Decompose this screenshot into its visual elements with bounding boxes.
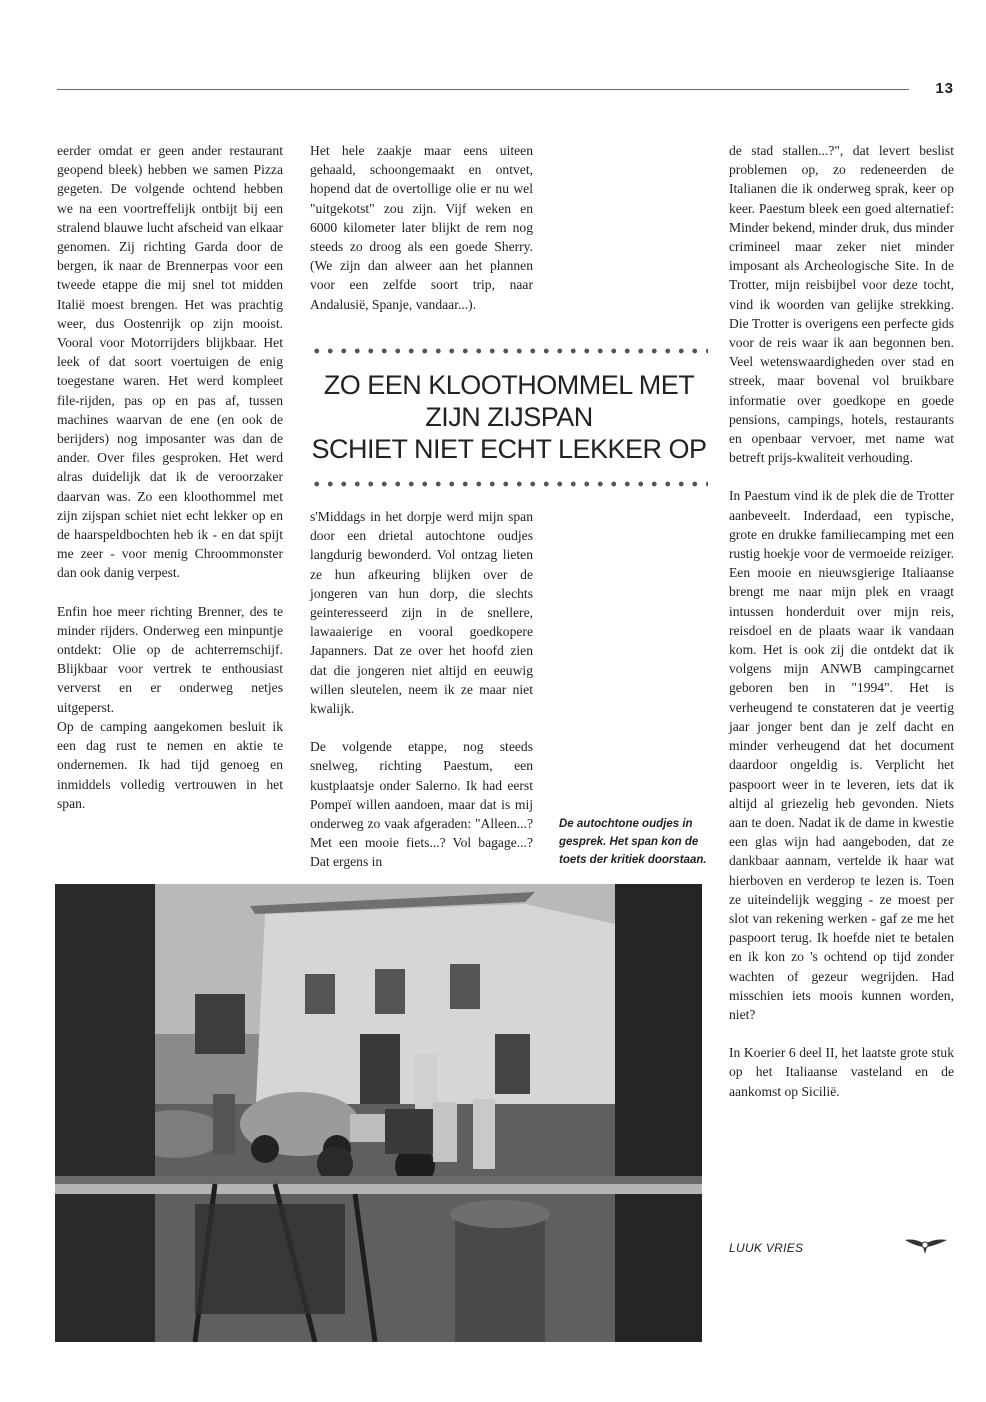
- paragraph: Het hele zaakje maar eens uiteen gehaald, schoongemaakt en ontvet, hopend dat de overtollige olie er nu wel "uitgekotst" zou zijn. Vijf weken en 6000 kilometer later blijkt de rem nog steeds zo droog als een goede Sherry. (We zijn dan alweer aan het plannen voor een zelfde soort trip, naar Andalusië, Spanje, vandaar...).: [310, 143, 533, 312]
- winged-logo-icon: [903, 1236, 949, 1256]
- pull-quote-line: ZO EEN KLOOTHOMMEL MET: [323, 370, 695, 400]
- paragraph: de stad stallen...?", dat levert beslist problemen op, zo redeneerden de Italianen die ik onderweg sprak, keer op keer. Paestum bleek een goed alternatief: Minder bekend, minder druk, dus minder crimineel maar zeker niet minder imposant als Archeologische Site. In de Trotter, mijn reisbijbel voor deze tocht, vind ik woorden van gelijke strekking. Die Trotter is overigens een perfecte gids voor de reis waar ik aan begonnen ben. Veel wetenswaardigheden over stad en streek, maar bovenal vol bruikbare informatie over goedkope en goede pensions, campings, hotels, restaurants en openbaar vervoer, met name wat betreft prijs-kwaliteit verhouding.: [729, 143, 954, 466]
- caption-line: De autochtone oudjes in: [559, 818, 693, 830]
- article-column-2-bottom: [310, 507, 533, 872]
- caption-line: toets der kritiek doorstaan.: [559, 854, 707, 866]
- article-column-3: [729, 141, 954, 1101]
- paragraph: s'Middags in het dorpje werd mijn span door een drietal autochtone oudjes langdurig bewonderd. Vol ontzag lieten ze hun afkeuring blijken over de jongeren van hun dorp, die slechts geinteresseerd zijn in de snellere, lawaaierige en vooral goedkopere Japanners. Dat ze over het hoofd zien dat die jongeren niet altijd en eeuwig willen sleutelen, neem ik ze maar niet kwalijk.: [310, 509, 533, 717]
- article-column-2-top: [310, 141, 533, 314]
- header-rule: [57, 89, 909, 90]
- pull-quote: [310, 346, 708, 489]
- caption-line: gesprek. Het span kon de: [559, 836, 699, 848]
- paragraph: Op de camping aangekomen besluit ik een dag rust te nemen en aktie te ondernemen. Ik had tijd genoeg en inmiddels volledig vertrouwen in het span.: [57, 718, 283, 811]
- paragraph: De volgende etappe, nog steeds snelweg, richting Paestum, een kustplaatsje onder Salerno. Ik had eerst Pompeï willen aandoen, maar dat is mij onderweg zo vaak afgeraden: "Alleen...? Met een mooie fiets...? Vol bagage...? Dat ergens in: [310, 739, 533, 870]
- pull-quote-text: [310, 369, 708, 465]
- paragraph: In Koerier 6 deel II, het laatste grote stuk op het Italiaanse vasteland en de aankomst op Sicilië.: [729, 1045, 954, 1099]
- page-number: 13: [935, 80, 954, 97]
- paragraph: In Paestum vind ik de plek die de Trotter aanbeveelt. Inderdaad, een typische, grote en drukke familiecamping met een rustig hoekje voor de vermoeide reiziger. Een mooie en nieuwsgierige Italiaanse brengt me naar mijn plek en vraagt intussen honderduit over mijn reis, reisdoel en de plaats waar ik vandaan kom. Het is ook zij die ontdekt dat ik volgens mijn ANWB campingcarnet geboren ben in "1994". Het is verheugend te constateren dat je veertig jaar jonger bent dan je zelf dacht en minder verheugend dat het document daardoor ongeldig is. Verplicht het paspoort weer in te leveren, iets dat ik altijd al griezelig heb gevonden. Niets aan te doen. Nadat ik de dame in kwestie een glas wijn had aangeboden, dat ze dankbaar aannam, vertelde ik haar wat hierboven en verderop te lezen is. Toen ze uiteindelijk wegging - ze moest per slot van rekening werken - gaf ze me het paspoort terug. Ik hoefde niet te betalen en ik kon zo 's ochtend op tijd zonder wachten of gezeur wegrijden. Had misschien iets moois kunnen worden, niet?: [729, 488, 954, 1022]
- pull-quote-line: SCHIET NIET ECHT LEKKER OP: [311, 434, 707, 464]
- pull-quote-bottom-dots: [310, 479, 708, 489]
- photo-motorcycle-sidecar-icon: [55, 884, 702, 1342]
- pull-quote-top-dots: [310, 346, 708, 356]
- paragraph: eerder omdat er geen ander restaurant geopend bleek) hebben we samen Pizza gegeten. De volgende ochtend hebben we na een voortreffelijk ontbijt bij een stralend blauwe lucht afscheid van elkaar genomen. Zij richting Garda door de bergen, ik naar de Brennerpas voor een tweede etappe die mij snel tot midden Italië moest brengen. Het was prachtig weer, dus Oostenrijk op zijn mooist. Vooral voor Motorrijders blijkbaar. Het leek of dat soort voertuigen de enig toegestane waren. Het werd kompleet file-rijden, pas op en pas af, tussen machines waarvan de ene (en ook de berijders) nog imposanter was dan de ander. Over files gesproken. Het werd alras duidelijk dat ik de veroorzaker daarvan was. Zo een kloothommel met zijn zijspan schiet niet echt lekker op en de haarspeldbochten heb ik - en dat spijt me zeer - voor menig Chroommonster dan ook danig verpest.: [57, 143, 283, 581]
- paragraph: Enfin hoe meer richting Brenner, des te minder rijders. Onderweg een minpuntje ontdekt: Olie op de achterremschijf. Blijkbaar voor vertrek te enthousiast ververst en er onderweg netjes uitgeperst.: [57, 603, 283, 715]
- article-column-1: [57, 141, 283, 813]
- article-photo: [55, 884, 702, 1342]
- author-byline: LUUK VRIES: [729, 1241, 804, 1255]
- pull-quote-line: ZIJN ZIJSPAN: [425, 402, 593, 432]
- photo-caption: [559, 815, 709, 869]
